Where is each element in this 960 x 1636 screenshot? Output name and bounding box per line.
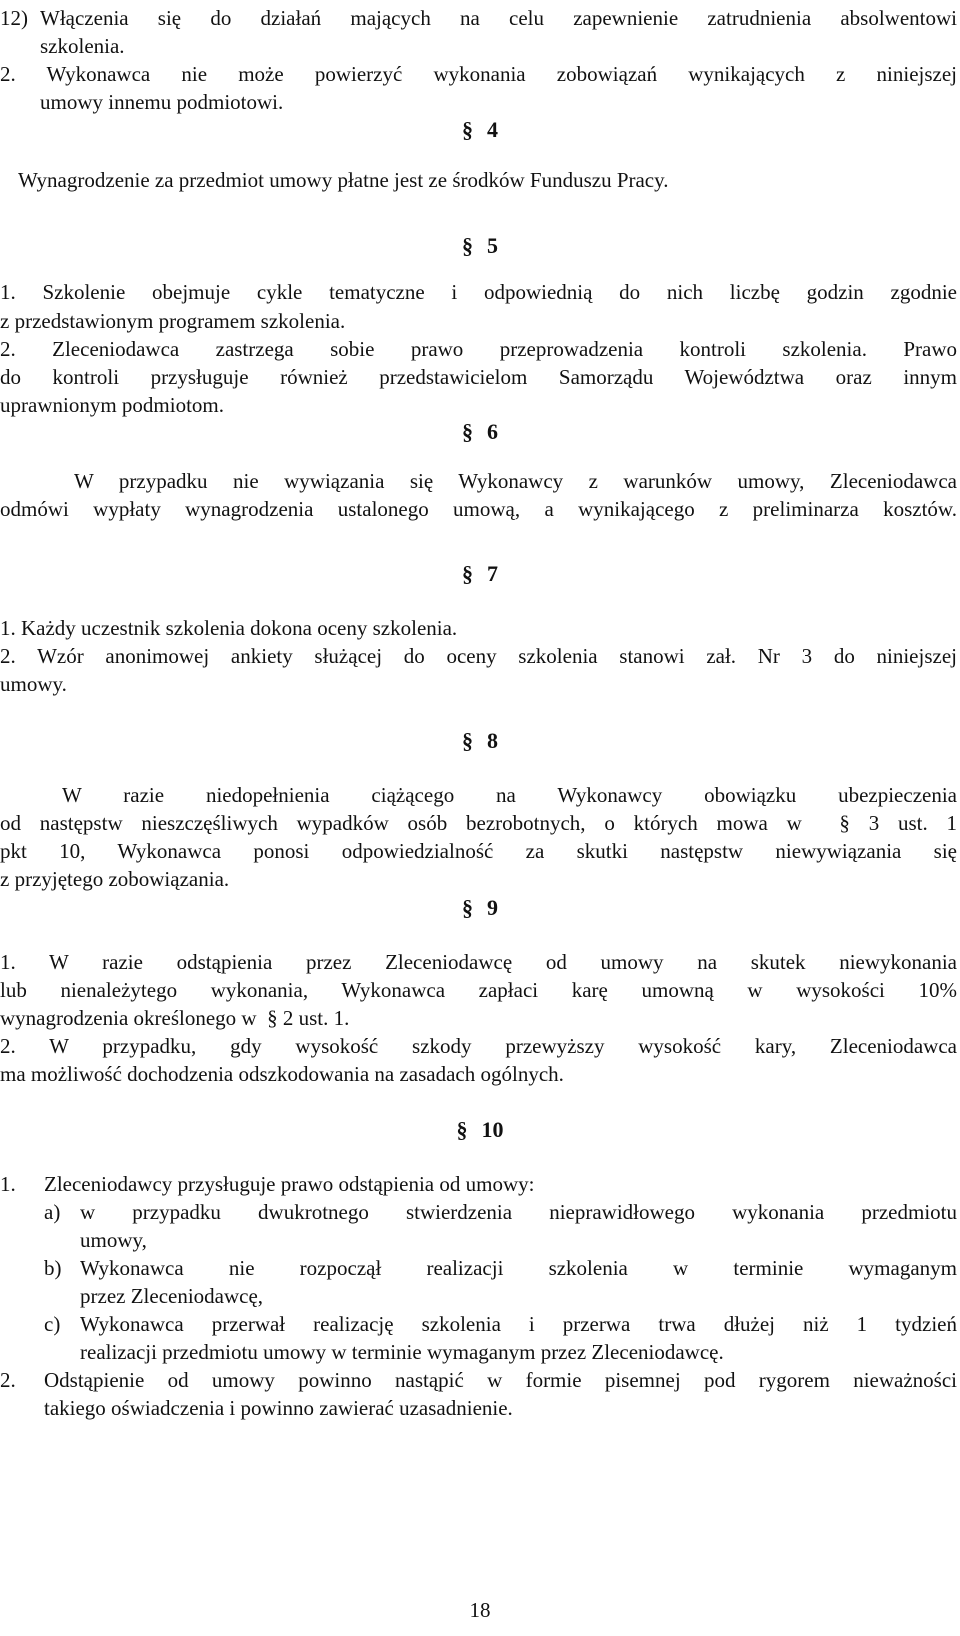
item-label: 1. (0, 1172, 16, 1196)
section-heading-5 (0, 232, 960, 260)
text-run: wynagrodzenia określonego w (0, 1006, 257, 1030)
paragraph: 2. Wykonawca nie może powierzyć wykonania zobowiązań wynikających z niniejszej (0, 62, 957, 86)
item-text: Zleceniodawcy przysługuje prawo odstąpienia od umowy: (44, 1172, 535, 1196)
paragraph: Wynagrodzenie za przedmiot umowy płatne jest ze środków Funduszu Pracy. (18, 168, 669, 192)
sub-item-text: Wykonawca nie rozpoczął realizacji szkolenia w terminie wymaganym (80, 1256, 957, 1280)
section-sign: § (462, 419, 473, 444)
section-sign: § (456, 1117, 468, 1142)
section-sign: § (462, 895, 473, 920)
section-number: 9 (487, 895, 498, 920)
paragraph-line: pkt 10, Wykonawca ponosi odpowiedzialność za skutki następstw niewywiązania się (0, 839, 957, 863)
paragraph-line: z przedstawionym programem szkolenia. (0, 309, 346, 333)
item-text-continued: szkolenia. (40, 34, 125, 58)
section-number: 10 (481, 1117, 504, 1142)
section-number: 5 (487, 233, 498, 258)
paragraph: 1. Każdy uczestnik szkolenia dokona oceny szkolenia. (0, 616, 458, 640)
text-run: 3 ust. 1 (868, 811, 958, 835)
page-number: 18 (469, 1598, 491, 1622)
paragraph-line: lub nienależytego wykonania, Wykonawca zapłaci karę umowną w wysokości 10% (0, 978, 957, 1002)
paragraph-line: z przyjętego zobowiązania. (0, 867, 230, 891)
paragraph-line: ma możliwość dochodzenia odszkodowania na zasadach ogólnych. (0, 1062, 564, 1086)
paragraph-continued: umowy innemu podmiotowi. (40, 90, 284, 114)
section-number: 6 (487, 419, 498, 444)
section-sign: § (462, 561, 473, 586)
item-text: Odstąpienie od umowy powinno nastąpić w formie pisemnej pod rygorem nieważności (44, 1368, 957, 1392)
section-sign: § (267, 1006, 278, 1030)
section-heading-7 (0, 560, 960, 588)
sub-item-text: w przypadku dwukrotnego stwierdzenia nieprawidłowego wykonania przedmiotu (80, 1200, 957, 1224)
paragraph-line: do kontroli przysługuje również przedstawicielom Samorządu Województwa oraz innym (0, 365, 957, 389)
sub-item-label: b) (44, 1256, 62, 1280)
paragraph-line (0, 1004, 957, 1032)
paragraph-line: uprawnionym podmiotom. (0, 393, 224, 417)
section-sign: § (462, 233, 473, 258)
section-number: 4 (487, 117, 498, 142)
paragraph-line (0, 809, 957, 837)
section-heading-9 (0, 894, 960, 922)
sub-item-label: a) (44, 1200, 61, 1224)
sub-item-text-continued: realizacji przedmiotu umowy w terminie wymaganym przez Zleceniodawcę. (80, 1340, 724, 1364)
item-text: Włączenia się do działań mających na celu zapewnienie zatrudnienia absolwentowi (40, 6, 957, 30)
item-label: 2. (0, 1368, 16, 1392)
section-heading-10 (0, 1116, 960, 1144)
paragraph: W przypadku nie wywiązania się Wykonawcy z warunków umowy, Zleceniodawca (74, 469, 957, 493)
section-heading-6 (0, 418, 960, 446)
item-label: 12) (0, 6, 28, 30)
paragraph: 2. Zleceniodawca zastrzega sobie prawo przeprowadzenia kontroli szkolenia. Prawo (0, 337, 957, 361)
paragraph-line: odmówi wypłaty wynagrodzenia ustalonego umową, a wynikającego z preliminarza kosztów. (0, 497, 957, 521)
text-run: od następstw nieszczęśliwych wypadków osób bezrobotnych, o których mowa w (0, 811, 802, 835)
item-text-continued: takiego oświadczenia i powinno zawierać uzasadnienie. (44, 1396, 513, 1420)
section-number: 8 (487, 728, 498, 753)
section-sign: § (839, 811, 850, 835)
paragraph: 1. W razie odstąpienia przez Zleceniodawcę od umowy na skutek niewykonania (0, 950, 957, 974)
sub-item-text: Wykonawca przerwał realizację szkolenia i przerwa trwa dłużej niż 1 tydzień (80, 1312, 957, 1336)
section-heading-4 (0, 116, 960, 144)
paragraph: 1. Szkolenie obejmuje cykle tematyczne i odpowiednią do nich liczbę godzin zgodnie (0, 280, 957, 304)
sub-item-text-continued: przez Zleceniodawcę, (80, 1284, 264, 1308)
section-number: 7 (487, 561, 498, 586)
paragraph: 2. W przypadku, gdy wysokość szkody przewyższy wysokość kary, Zleceniodawca (0, 1034, 957, 1058)
text-run: 2 ust. 1. (282, 1006, 350, 1030)
section-sign: § (462, 117, 473, 142)
paragraph-line: umowy. (0, 672, 67, 696)
sub-item-label: c) (44, 1312, 61, 1336)
sub-item-text-continued: umowy, (80, 1228, 147, 1252)
section-heading-8 (0, 727, 960, 755)
paragraph: W razie niedopełnienia ciążącego na Wykonawcy obowiązku ubezpieczenia (62, 783, 957, 807)
section-sign: § (462, 728, 473, 753)
paragraph: 2. Wzór anonimowej ankiety służącej do oceny szkolenia stanowi zał. Nr 3 do niniejszej (0, 644, 957, 668)
